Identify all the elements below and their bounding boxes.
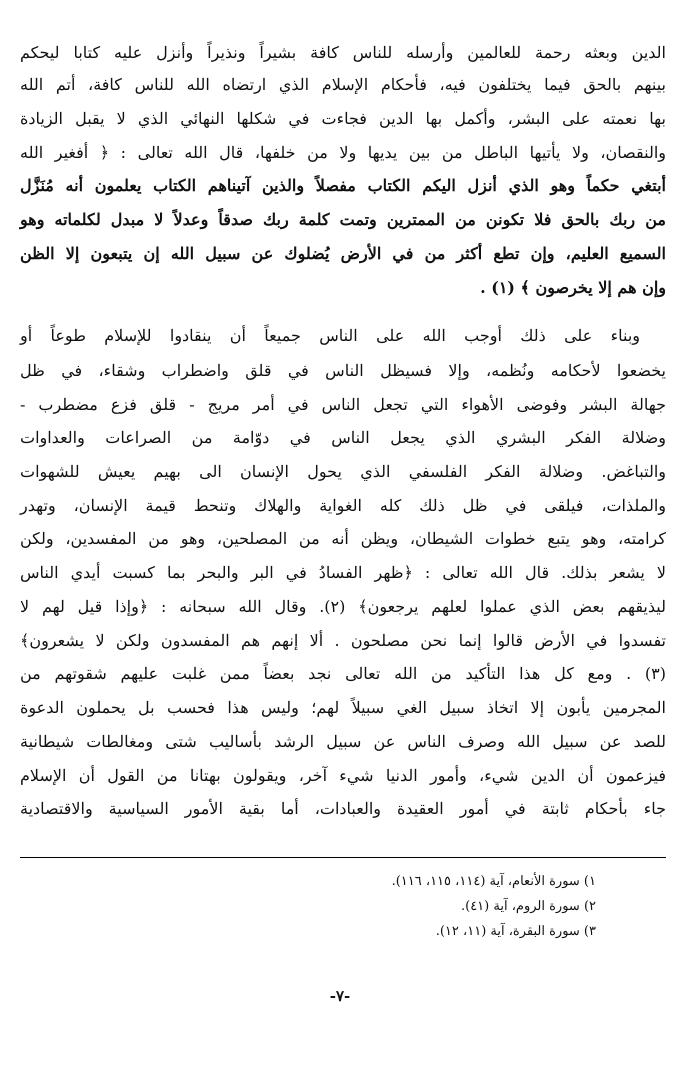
footnote-divider xyxy=(20,857,666,858)
text-line: بها نعمته على البشر، وأكمل بها الدين فجاءت في شكلها النهائي الذي لا يقبل الزيادة xyxy=(20,109,666,128)
text-line: تفسدوا في الأرض قالوا إنما نحن مصلحون . ألا إنهم هم المفسدون ولكن لا يشعرون﴾ xyxy=(20,631,666,650)
text-line: أبتغي حكماً وهو الذي أنزل اليكم الكتاب مفصلاً والذين آتيناهم الكتاب يعلمون أنه مُنَزَّل xyxy=(20,176,666,195)
text-line: ليذيقهم بعض الذي عملوا لعلهم يرجعون﴾ (٢). وقال الله سبحانه : ﴿وإذا قيل لهم لا xyxy=(20,597,666,616)
footnote-3: ٣) سورة البقرة، آية (١١، ١٢). xyxy=(435,924,596,939)
text-line: والملذات، فيلقى في ظل ذلك كله الغواية والهلاك وتنحط قيمة الإنسان، وتهدر xyxy=(20,496,666,515)
page-number: -٧- xyxy=(329,987,351,1005)
text-line: جاء بأحكام ثابتة في أمور العقيدة والعبادات، أما بقية الأمور السياسية والاقتصادية xyxy=(20,799,666,818)
text-line: كرامته، وهو يتبع خطوات الشيطان، ويظن أنه من المصلحين، وهو من المفسدين، ولكن xyxy=(20,529,666,548)
text-line: جهالة البشر وفوضى الأهواء التي تجعل الناس في أمر مريج - قلق فزع مضطرب - xyxy=(20,395,666,414)
text-line: من ربك بالحق فلا تكونن من الممترين وتمت كلمة ربك صدقاً وعدلاً لا مبدل لكلماته وهو xyxy=(20,210,667,229)
text-line: وإن هم إلا يخرصون ﴾ (١) . xyxy=(480,278,666,297)
text-line: (٣) . ومع كل هذا التأكيد من الله تعالى نجد بعضاً ممن غلبت عليهم شقوتهم من xyxy=(20,664,666,683)
paragraph-first-line: وبناء على ذلك أوجب الله على الناس جميعاً أن ينقادوا للإسلام طوعاً أو xyxy=(20,326,640,345)
text-line: والتباغض. وضلالة الفكر الفلسفي الذي يحول الإنسان الى بهيم يعيش للشهوات xyxy=(20,462,666,481)
text-line: والنقصان، ولا يأتيها الباطل من بين يديها ولا من خلفها، قال الله تعالى : ﴿ أفغير الله xyxy=(20,143,666,162)
footnote-2: ٢) سورة الروم، آية (٤١). xyxy=(460,899,596,914)
text-line: فيزعمون أن الدين شيء، وأمور الدنيا شيء آخر، ويقولون بهتانا من القول أن الإسلام xyxy=(20,766,666,785)
text-line: الدين وبعثه رحمة للعالمين وأرسله للناس كافة بشيراً ونذيراً وأنزل عليه كتابا ليحكم xyxy=(20,43,666,62)
text-line: لا يشعر بذلك. قال الله تعالى : ﴿ظهر الفسادُ في البر والبحر بما كسبت أيدي الناس xyxy=(20,563,666,582)
text-line: بينهم بالحق فيما يختلفون فيه، فأحكام الإسلام الذي ارتضاه الله للناس كافة، أتم الله xyxy=(20,75,666,94)
text-line: يخضعوا لأحكامه ونُظمه، وإلا فسيظل الناس في قلق واضطراب وشقاء، في ظل xyxy=(20,361,666,380)
text-line: المجرمين يأبون إلا اتخاذ سبيل الغي سبيلاً لهم؛ وليس هذا فحسب بل يحملون الدعوة xyxy=(20,698,666,717)
text-line: للصد عن سبيل الله وصرف الناس عن سبيل الرشد بأساليب شتى ومغالطات شيطانية xyxy=(20,732,666,751)
footnote-1: ١) سورة الأنعام، آية (١١٤، ١١٥، ١١٦). xyxy=(391,874,596,889)
text-line: السميع العليم، وإن تطع أكثر من في الأرض يُضلوك عن سبيل الله إن يتبعون إلا الظن xyxy=(20,244,666,263)
text-line: وضلالة الفكر البشري الذي يجعل الناس في دوّامة من الصراعات والعداوات xyxy=(20,428,666,447)
